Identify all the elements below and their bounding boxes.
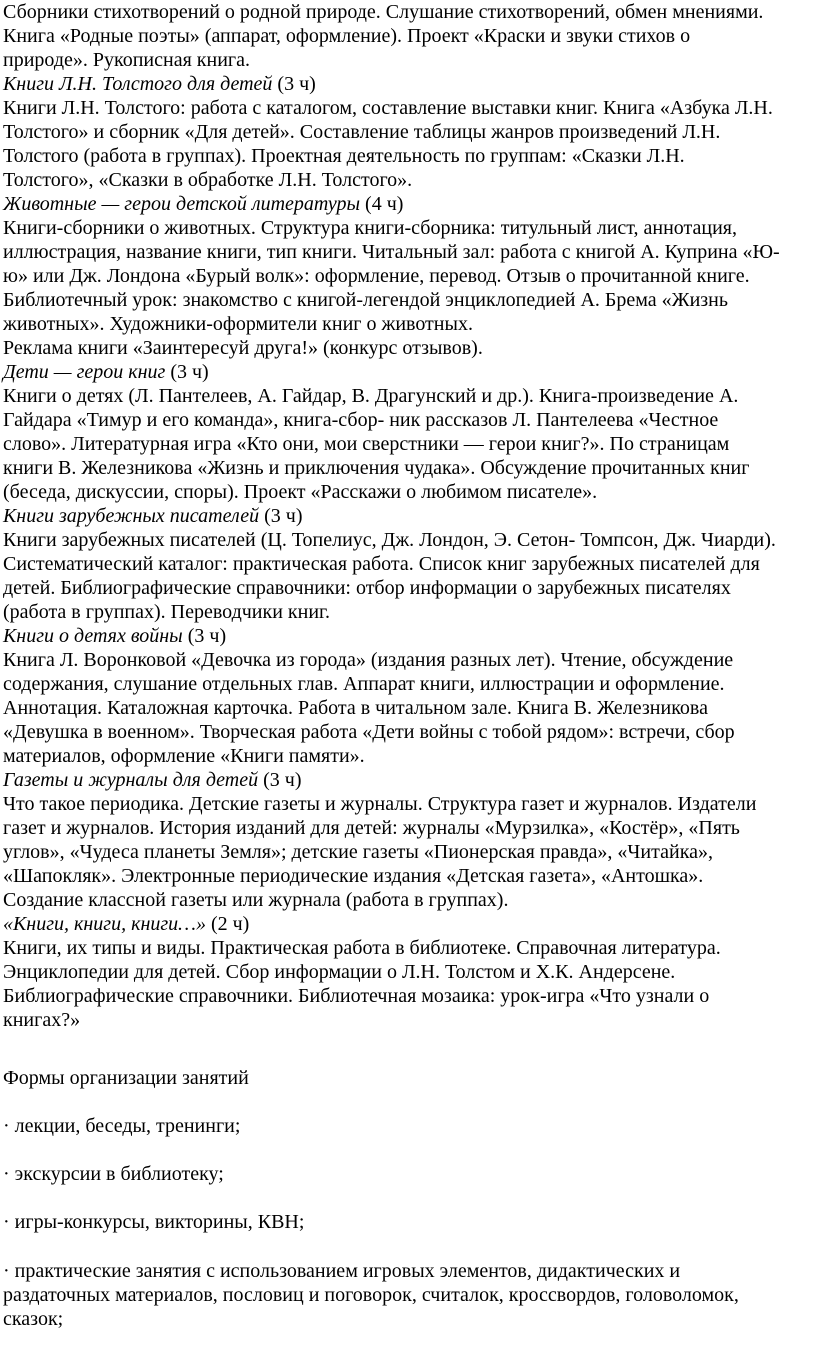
text-line — [3, 792, 756, 816]
line-text: Аннотация. Каталожная карточка. Работа в читальном зале. Книга В. Железникова — [3, 697, 708, 719]
text-line — [3, 696, 708, 720]
line-text: · практические занятия с использованием игровых элементов, дидактических и — [3, 1260, 681, 1282]
line-text: Толстого» и сборник «Для детей». Составление таблицы жанров произведений Л.Н. — [3, 121, 721, 143]
text-line — [3, 144, 685, 168]
line-text: раздаточных материалов, пословиц и поговорок, считалок, кроссвордов, головоломок, — [3, 1284, 739, 1306]
text-line — [3, 48, 250, 72]
line-text: детей. Библиографические справочники: отбор информации о зарубежных писателях — [3, 577, 731, 599]
text-line — [3, 216, 737, 240]
section-hours: (3 ч) — [259, 505, 303, 527]
line-text: ю» или Дж. Лондона «Бурый волк»: оформление, перевод. Отзыв о прочитанной книге. — [3, 265, 750, 287]
text-line — [3, 864, 703, 888]
line-text: книги В. Железникова «Жизнь и приключения чудака». Обсуждение прочитанных книг — [3, 457, 750, 479]
line-text: Создание классной газеты или журнала (работа в группах). — [3, 889, 509, 911]
line-text: книгах?» — [3, 1009, 81, 1031]
line-text: углов», «Чудеса планеты Земля»; детские газеты «Пионерская правда», «Читайка», — [3, 841, 713, 863]
text-line — [3, 840, 713, 864]
section-heading — [3, 768, 302, 792]
text-line — [3, 552, 760, 576]
text-line — [3, 456, 749, 480]
text-line — [3, 480, 597, 504]
line-text: (беседа, дискуссии, споры). Проект «Расскажи о любимом писателе». — [3, 481, 598, 503]
text-line — [3, 96, 773, 120]
line-text: животных». Художники-оформители книг о животных. — [3, 313, 473, 335]
text-line — [3, 168, 412, 192]
text-line — [3, 1307, 63, 1331]
section-hours: (3 ч) — [165, 361, 209, 383]
text-line — [3, 576, 731, 600]
section-title: Книги зарубежных писателей — [3, 505, 260, 527]
line-text: Библиотечный урок: знакомство с книгой-легендой энциклопедией А. Брема «Жизнь — [3, 289, 728, 311]
section-heading — [3, 72, 316, 96]
section-heading — [3, 504, 302, 528]
text-line — [3, 384, 738, 408]
line-text: Книги-сборники о животных. Структура книги-сборника: титульный лист, аннотация, — [3, 217, 737, 239]
line-text: Сборники стихотворений о родной природе. Слушание стихотворений, обмен мнениями. — [3, 1, 764, 23]
line-text: Библиографические справочники. Библиотечная мозаика: урок-игра «Что узнали о — [3, 985, 710, 1007]
text-line — [3, 24, 690, 48]
text-line — [3, 888, 508, 912]
text-line — [3, 1259, 680, 1283]
text-line — [3, 288, 728, 312]
text-line — [3, 720, 735, 744]
text-line — [3, 240, 780, 264]
line-text: «Девушка в военном». Творческая работа «Дети войны с тобой рядом»: встречи, сбор — [3, 721, 735, 743]
line-text: Реклама книги «Заинтересуй друга!» (конкурс отзывов). — [3, 337, 483, 359]
text-line — [3, 312, 473, 336]
line-text: природе». Рукописная книга. — [3, 49, 250, 71]
line-text: «Шапокляк». Электронные периодические издания «Детская газета», «Антошка». — [3, 865, 704, 887]
line-text: Книга Л. Воронковой «Девочка из города» (издания разных лет). Чтение, обсуждение — [3, 649, 734, 671]
text-line — [3, 1114, 240, 1138]
line-text: Книга «Родные поэты» (аппарат, оформление). Проект «Краски и звуки стихов о — [3, 25, 691, 47]
line-text: Формы организации занятий — [3, 1067, 249, 1089]
section-title: Книги Л.Н. Толстого для детей — [3, 73, 273, 95]
section-title: Газеты и журналы для детей — [3, 769, 259, 791]
text-line — [3, 648, 733, 672]
line-text: материалов, оформление «Книги памяти». — [3, 745, 365, 767]
line-text: содержания, слушание отдельных глав. Аппарат книги, иллюстрации и оформление. — [3, 673, 725, 695]
line-text: Книги о детях (Л. Пантелеев, А. Гайдар, В. Драгунский и др.). Книга-произведение А. — [3, 385, 739, 407]
section-heading — [3, 360, 209, 384]
text-line — [3, 336, 483, 360]
text-line — [3, 0, 763, 24]
section-hours: (3 ч) — [258, 769, 302, 791]
line-text: (работа в группах). Переводчики книг. — [3, 601, 330, 623]
text-line — [3, 1283, 739, 1307]
text-line — [3, 432, 729, 456]
line-text: Энциклопедии для детей. Сбор информации о Л.Н. Толстом и Х.К. Андерсене. — [3, 961, 676, 983]
section-heading — [3, 192, 403, 216]
section-title: Книги о детях войны — [3, 625, 183, 647]
line-text: сказок; — [3, 1308, 64, 1330]
section-heading — [3, 912, 249, 936]
section-title: Животные — герои детской литературы — [3, 193, 361, 215]
section-title: Дети — герои книг — [3, 361, 166, 383]
line-text: Толстого», «Сказки в обработке Л.Н. Толстого». — [3, 169, 413, 191]
text-line — [3, 1008, 80, 1032]
line-text: · лекции, беседы, тренинги; — [3, 1115, 241, 1137]
text-line — [3, 600, 330, 624]
text-line — [3, 408, 718, 432]
section-title: «Книги, книги, книги…» — [3, 913, 206, 935]
section-hours: (3 ч) — [272, 73, 316, 95]
line-text: Книги, их типы и виды. Практическая работа в библиотеке. Справочная литература. — [3, 937, 721, 959]
line-text: Гайдара «Тимур и его команда», книга-сбор- ник рассказов Л. Пантелеева «Честное — [3, 409, 719, 431]
text-line — [3, 984, 709, 1008]
section-hours: (2 ч) — [205, 913, 250, 935]
text-line — [3, 264, 750, 288]
section-hours: (4 ч) — [360, 193, 404, 215]
line-text: Толстого (работа в группах). Проектная деятельность по группам: «Сказки Л.Н. — [3, 145, 685, 167]
line-text: · экскурсии в библиотеку; — [3, 1163, 224, 1185]
line-text: газет и журналов. История изданий для детей: журналы «Мурзилка», «Костёр», «Пять — [3, 817, 740, 839]
line-text: Книги Л.Н. Толстого: работа с каталогом, составление выставки книг. Книга «Азбука Л.Н. — [3, 97, 773, 119]
line-text: Книги зарубежных писателей (Ц. Топелиус, Дж. Лондон, Э. Сетон- Томпсон, Дж. Чиарди). — [3, 529, 776, 551]
text-line — [3, 1162, 224, 1186]
text-line — [3, 960, 675, 984]
text-line — [3, 816, 740, 840]
text-line — [3, 1066, 249, 1090]
text-line — [3, 528, 776, 552]
text-line — [3, 120, 720, 144]
line-text: слово». Литературная игра «Кто они, мои сверстники — герои книг?». По страницам — [3, 433, 730, 455]
text-line — [3, 1210, 304, 1234]
section-heading — [3, 624, 226, 648]
section-hours: (3 ч) — [182, 625, 227, 647]
line-text: · игры-конкурсы, викторины, КВН; — [3, 1211, 305, 1233]
text-line — [3, 672, 725, 696]
line-text: иллюстрация, название книги, тип книги. Читальный зал: работа с книгой А. Куприна «Ю- — [3, 241, 780, 263]
line-text: Систематический каталог: практическая работа. Список книг зарубежных писателей для — [3, 553, 760, 575]
text-line — [3, 744, 365, 768]
line-text: Что такое периодика. Детские газеты и журналы. Структура газет и журналов. Издатели — [3, 793, 757, 815]
text-line — [3, 936, 721, 960]
